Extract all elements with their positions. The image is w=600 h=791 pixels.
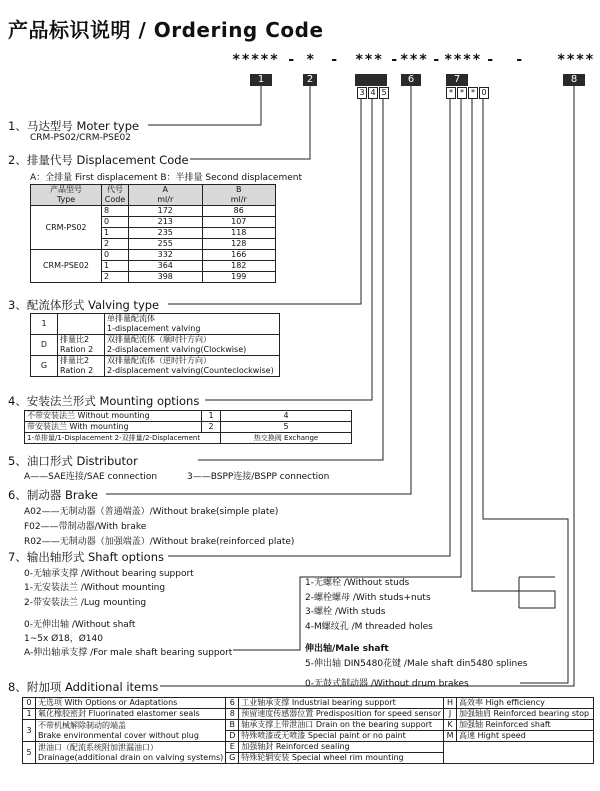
code-part-2: * bbox=[306, 52, 316, 68]
s6-heading: 6、制动器 Brake bbox=[8, 488, 98, 502]
valving-desc bbox=[105, 356, 280, 377]
cell-a: 172 bbox=[129, 206, 203, 217]
add-code: B bbox=[226, 720, 239, 731]
cell-b: 107 bbox=[202, 217, 276, 228]
code-part-1: ***** bbox=[232, 52, 280, 68]
s1-value: CRM-PS02/CRM-PSE02 bbox=[30, 133, 132, 143]
ratio-cn: 排量比2 bbox=[60, 335, 90, 344]
valving-ratio bbox=[58, 335, 105, 356]
cell-b: 118 bbox=[202, 228, 276, 239]
add-code: M bbox=[444, 731, 457, 742]
code-sep: - bbox=[390, 52, 400, 68]
add-code: 8 bbox=[226, 709, 239, 720]
mount-label: 带安装法兰 With mounting bbox=[25, 422, 202, 433]
marker-8: 8 bbox=[563, 74, 585, 86]
cell-b: 182 bbox=[202, 261, 276, 272]
th-model-cn: 产品型号 bbox=[50, 185, 82, 194]
mount-foot: 1-单排量/1-Displacement 2-双排量/2-Displacement bbox=[25, 433, 221, 444]
desc-cn: 双排量配流体（顺时针方向） bbox=[107, 335, 211, 344]
valving-code: G bbox=[31, 356, 58, 377]
add-code: 6 bbox=[226, 698, 239, 709]
brake-item: A02——无制动器（普通端盖）/Without brake(simple plate) bbox=[24, 507, 279, 517]
add-desc: 特殊轮辋安装 Special wheel rim mounting bbox=[239, 753, 444, 764]
add-desc: 轴承支撑上带泄油口 Drain on the bearing support bbox=[239, 720, 444, 731]
cell-code: 2 bbox=[102, 239, 129, 250]
valving-ratio bbox=[58, 314, 105, 335]
shaft-item: 0-无轴承支撑 /Without bearing support bbox=[24, 569, 194, 579]
valving-desc bbox=[105, 314, 280, 335]
desc-en: 2-displacement valving(Clockwise) bbox=[107, 345, 247, 354]
mounting-table bbox=[24, 410, 352, 444]
marker-1: 1 bbox=[250, 74, 272, 86]
th-b-unit: ml/r bbox=[230, 195, 247, 204]
add-desc: 加强轴封 Reinforced sealing bbox=[239, 742, 444, 753]
cell-a: 332 bbox=[129, 250, 203, 261]
desc-en: 2-displacement valving(Counteclockwise) bbox=[107, 366, 274, 375]
s5-option-3: 3——BSPP连接/BSPP connection bbox=[187, 472, 330, 482]
valving-table bbox=[30, 313, 280, 377]
cell-a: 213 bbox=[129, 217, 203, 228]
add-code: J bbox=[444, 709, 457, 720]
brake-item: R02——无制动器（加强端盖）/Without brake(reinforced plate) bbox=[24, 537, 295, 547]
add-desc-en: Brake environmental cover without plug bbox=[38, 730, 199, 740]
sub-marker-7d: 0 bbox=[479, 87, 489, 99]
code-part-6: **** bbox=[557, 52, 595, 68]
code-part-3: *** bbox=[355, 52, 384, 68]
additional-items-table bbox=[22, 697, 594, 764]
cell-code: 0 bbox=[102, 217, 129, 228]
cell-a: 364 bbox=[129, 261, 203, 272]
page-title: 产品标识说明 / Ordering Code bbox=[8, 18, 324, 42]
sub-marker-7a: * bbox=[446, 87, 456, 99]
add-desc: 氟化橡胶密封 Fluorinated elastomer seals bbox=[36, 709, 226, 720]
sub-marker-5: 5 bbox=[379, 87, 389, 99]
add-desc: 特殊喷漆或无喷漆 Special paint or no paint bbox=[239, 731, 444, 742]
valving-code: D bbox=[31, 335, 58, 356]
cell-code: 1 bbox=[102, 228, 129, 239]
stud-item: 2-螺栓螺母 /With studs+nuts bbox=[305, 593, 431, 603]
code-sep: - bbox=[515, 52, 525, 68]
sub-marker-7b: * bbox=[457, 87, 467, 99]
group-model: CRM-PS02 bbox=[31, 206, 102, 250]
add-desc-cn: 泄油口（配流系统附加泄漏油口） bbox=[38, 742, 158, 752]
th-b bbox=[202, 185, 276, 206]
desc-en: 1-displacement valving bbox=[107, 324, 201, 333]
add-code: 3 bbox=[23, 720, 36, 742]
stud-item: 4-M螺纹孔 /M threaded holes bbox=[305, 622, 433, 632]
drum-brake-item: 0-无鼓式制动器 /Without drum brakes bbox=[305, 679, 469, 689]
desc-cn: 双排量配流体（逆时针方向） bbox=[107, 356, 211, 365]
sub-marker-4: 4 bbox=[368, 87, 378, 99]
add-desc: 无选项 With Options or Adaptations bbox=[36, 698, 226, 709]
th-code-cn: 代号 bbox=[107, 185, 123, 194]
ratio-en: Ration 2 bbox=[60, 345, 94, 354]
add-code: D bbox=[226, 731, 239, 742]
desc-cn: 单排量配流体 bbox=[107, 314, 155, 323]
cell-b: 199 bbox=[202, 272, 276, 283]
stud-item: 1-无螺栓 /Without studs bbox=[305, 578, 410, 588]
mount-a: 1 bbox=[202, 411, 221, 422]
add-desc: 工业轴承支撑 Industrial bearing support bbox=[239, 698, 444, 709]
shaft-item: 0-无伸出轴 /Without shaft bbox=[24, 620, 136, 630]
cell-a: 235 bbox=[129, 228, 203, 239]
add-code: K bbox=[444, 720, 457, 731]
ratio-cn: 排量比2 bbox=[60, 356, 90, 365]
stud-item: 3-螺栓 /With studs bbox=[305, 607, 386, 617]
marker-6: 6 bbox=[401, 74, 421, 86]
s8-heading: 8、附加项 Additional items bbox=[8, 680, 159, 694]
marker-7: 7 bbox=[446, 74, 468, 86]
add-desc-cn: 不带机械解除制动的端盖 bbox=[38, 720, 126, 730]
add-desc bbox=[36, 742, 226, 764]
displacement-table bbox=[30, 184, 276, 283]
s1-heading: 1、马达型号 Moter type bbox=[8, 119, 140, 133]
male-shaft-title: 伸出轴/Male shaft bbox=[305, 644, 389, 654]
cell-code: 0 bbox=[102, 250, 129, 261]
code-sep: - bbox=[330, 52, 340, 68]
th-a-unit: ml/r bbox=[157, 195, 174, 204]
code-sep: - bbox=[486, 52, 496, 68]
add-desc: 加强轴 Reinforced shaft bbox=[457, 720, 594, 731]
mount-exchange: 热交换阀 Exchange bbox=[221, 433, 352, 444]
th-code-en: Code bbox=[104, 195, 126, 204]
th-code bbox=[102, 185, 129, 206]
add-code: 5 bbox=[23, 742, 36, 764]
mount-label: 不带安装法兰 Without mounting bbox=[25, 411, 202, 422]
s3-heading: 3、配流体形式 Valving type bbox=[8, 298, 160, 312]
valving-desc bbox=[105, 335, 280, 356]
s5-option-a: A——SAE连接/SAE connection bbox=[24, 472, 158, 482]
cell-a: 255 bbox=[129, 239, 203, 250]
th-b-label: B bbox=[236, 185, 242, 194]
mount-a: 2 bbox=[202, 422, 221, 433]
cell-b: 86 bbox=[202, 206, 276, 217]
add-empty bbox=[444, 742, 594, 764]
code-sep: - bbox=[432, 52, 442, 68]
shaft-item: 2-带安装法兰 /Lug mounting bbox=[24, 598, 147, 608]
code-sep: - bbox=[287, 52, 297, 68]
cell-b: 166 bbox=[202, 250, 276, 261]
add-desc: 预留速度传感器位置 Predisposition for speed sensor bbox=[239, 709, 444, 720]
s2-heading: 2、排量代号 Displacement Code bbox=[8, 153, 189, 167]
th-a bbox=[129, 185, 203, 206]
male-shaft-item: 5-伸出轴 DIN5480花键 /Male shaft din5480 splines bbox=[305, 659, 528, 669]
cell-code: 2 bbox=[102, 272, 129, 283]
cell-code: 8 bbox=[102, 206, 129, 217]
th-model bbox=[31, 185, 102, 206]
cell-code: 1 bbox=[102, 261, 129, 272]
code-part-4: *** bbox=[400, 52, 429, 68]
shaft-item: 1-无安装法兰 /Without mounting bbox=[24, 583, 166, 593]
add-desc-en: Drainage(additional drain on valving systems) bbox=[38, 752, 224, 762]
cell-a: 398 bbox=[129, 272, 203, 283]
sub-marker-7c: * bbox=[468, 87, 478, 99]
valving-ratio bbox=[58, 356, 105, 377]
add-code: 0 bbox=[23, 698, 36, 709]
ratio-en: Ration 2 bbox=[60, 366, 94, 375]
code-part-5: **** bbox=[444, 52, 482, 68]
marker-2: 2 bbox=[303, 74, 317, 86]
add-desc: 加强轴肩 Reinforced bearing stop bbox=[457, 709, 594, 720]
brake-item: F02——带制动器/With brake bbox=[24, 522, 147, 532]
valving-code: 1 bbox=[31, 314, 58, 335]
add-desc bbox=[36, 720, 226, 742]
cell-b: 128 bbox=[202, 239, 276, 250]
add-desc: 高速 Hight speed bbox=[457, 731, 594, 742]
add-code: E bbox=[226, 742, 239, 753]
mount-b: 5 bbox=[221, 422, 352, 433]
group-model: CRM-PSE02 bbox=[31, 250, 102, 283]
s4-heading: 4、安装法兰形式 Mounting options bbox=[8, 394, 200, 408]
th-a-label: A bbox=[162, 185, 168, 194]
s7-heading: 7、输出轴形式 Shaft options bbox=[8, 550, 164, 564]
shaft-item: A-伸出轴承支撑 /For male shaft bearing support bbox=[24, 648, 233, 658]
shaft-item: 1~5x Ø18，Ø140 bbox=[24, 634, 103, 644]
add-code: G bbox=[226, 753, 239, 764]
add-desc: 高效率 High efficiency bbox=[457, 698, 594, 709]
s2-note: A：全排量 First displacement B：半排量 Second displacement bbox=[30, 173, 303, 183]
mount-b: 4 bbox=[221, 411, 352, 422]
add-code: H bbox=[444, 698, 457, 709]
add-code: 1 bbox=[23, 709, 36, 720]
s5-heading: 5、油口形式 Distributor bbox=[8, 454, 138, 468]
sub-marker-3: 3 bbox=[357, 87, 367, 99]
th-model-en: Type bbox=[56, 195, 76, 204]
